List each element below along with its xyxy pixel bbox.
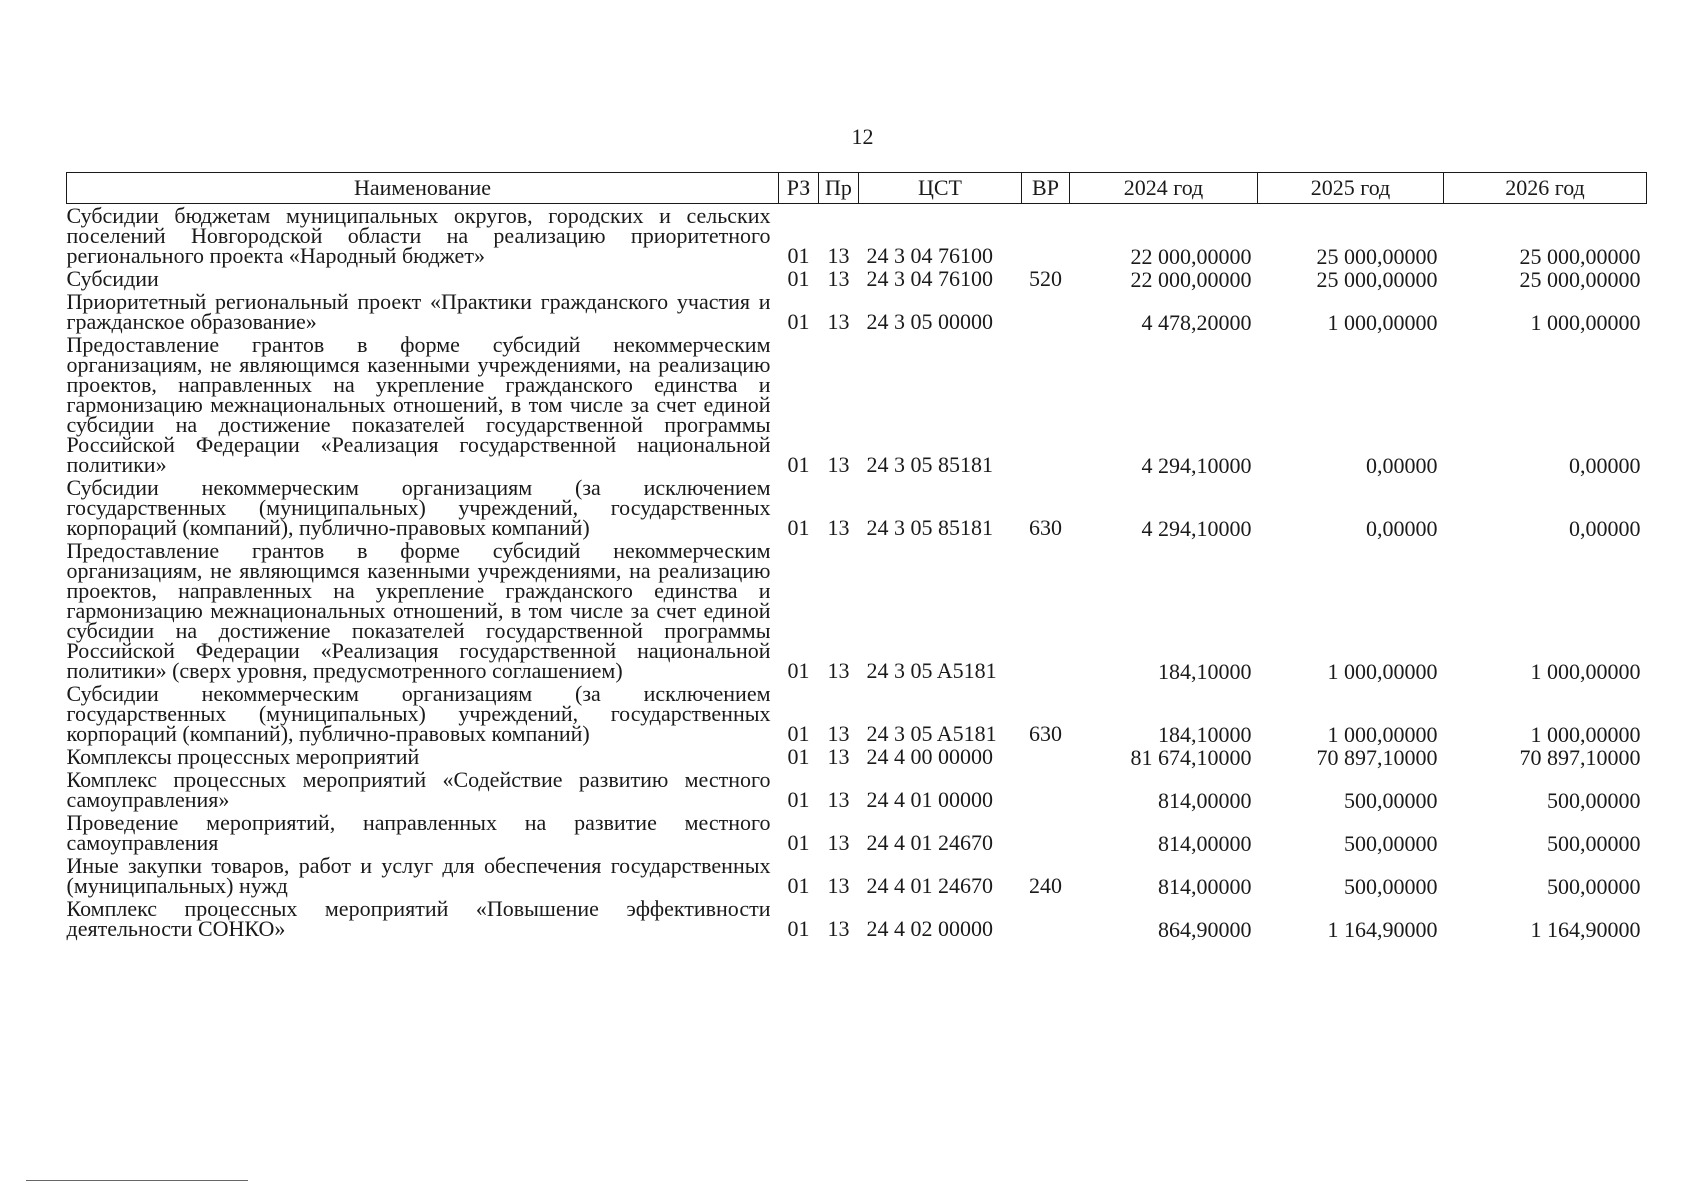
table-row (67, 267, 1647, 290)
cell-y2024: 814,00000 (1158, 788, 1252, 813)
cell-rz: 01 (787, 515, 810, 540)
header-pr: Пр (819, 173, 859, 204)
cell-pr: 13 (827, 830, 850, 855)
cell-pr: 13 (827, 309, 850, 334)
cell-name: Субсидии (66, 266, 159, 291)
cell-y2024: 184,10000 (1158, 722, 1252, 747)
cell-rz: 01 (787, 309, 810, 334)
cell-y2024: 4 294,10000 (1141, 516, 1252, 541)
table-row (67, 476, 1647, 539)
cell-y2024: 81 674,10000 (1130, 745, 1252, 770)
cell-y2024: 22 000,00000 (1130, 244, 1252, 269)
cell-vr: 630 (1029, 515, 1062, 540)
cell-y2026: 25 000,00000 (1519, 244, 1641, 269)
cell-name: Иные закупки товаров, работ и услуг для обеспечения государственных (муниципальных) нужд (66, 853, 771, 898)
cell-y2026: 500,00000 (1547, 831, 1641, 856)
cell-y2025: 25 000,00000 (1316, 267, 1438, 292)
cell-y2025: 1 000,00000 (1327, 659, 1438, 684)
cell-y2026: 0,00000 (1569, 453, 1641, 478)
header-2024: 2024 год (1070, 173, 1258, 204)
cell-rz: 01 (787, 266, 810, 291)
cell-y2025: 500,00000 (1344, 788, 1438, 813)
footer-divider (26, 1180, 248, 1181)
cell-pr: 13 (827, 266, 850, 291)
cell-y2026: 500,00000 (1547, 788, 1641, 813)
cell-cst: 24 4 00 00000 (866, 744, 993, 769)
cell-pr: 13 (827, 916, 850, 941)
cell-y2024: 814,00000 (1158, 831, 1252, 856)
header-rz: РЗ (779, 173, 819, 204)
cell-rz: 01 (787, 873, 810, 898)
cell-name: Предоставление грантов в форме субсидий некоммерческим организациям, не являющимся казенными учреждениями, на реализацию проектов, направленных на укрепление гражданского единства и гармонизацию межнациональных отношений, в том числе за счет единой субсидии на достижение показателей государственной программы Российской Федерации «Реализация государственной национальной политики» (сверх уровня, предусмотренного соглашением) (66, 538, 771, 683)
cell-pr: 13 (827, 787, 850, 812)
cell-y2025: 0,00000 (1366, 453, 1438, 478)
cell-cst: 24 4 01 24670 (866, 873, 993, 898)
cell-name: Предоставление грантов в форме субсидий некоммерческим организациям, не являющимся казенными учреждениями, на реализацию проектов, направленных на укрепление гражданского единства и гармонизацию межнациональных отношений, в том числе за счет единой субсидии на достижение показателей государственной программы Российской Федерации «Реализация государственной национальной политики» (66, 332, 771, 477)
header-cst: ЦСТ (859, 173, 1022, 204)
cell-name: Проведение мероприятий, направленных на развитие местного самоуправления (66, 810, 771, 855)
table-row (67, 745, 1647, 768)
table-row (67, 897, 1647, 940)
cell-cst: 24 3 05 00000 (866, 309, 993, 334)
cell-pr: 13 (827, 744, 850, 769)
cell-rz: 01 (787, 787, 810, 812)
cell-rz: 01 (787, 243, 810, 268)
cell-y2025: 1 000,00000 (1327, 310, 1438, 335)
cell-cst: 24 3 04 76100 (866, 243, 993, 268)
cell-vr (1022, 290, 1070, 333)
cell-pr: 13 (827, 515, 850, 540)
cell-cst: 24 3 05 A5181 (866, 658, 997, 683)
header-2026: 2026 год (1444, 173, 1647, 204)
page-number: 12 (851, 124, 874, 149)
table-row (67, 539, 1647, 682)
cell-y2025: 500,00000 (1344, 831, 1438, 856)
cell-name: Субсидии некоммерческим организациям (за исключением государственных (муниципальных) учреждений, государственных корпораций (компаний), публично-правовых компаний) (66, 475, 771, 540)
header-row (67, 173, 1647, 204)
cell-y2026: 500,00000 (1547, 874, 1641, 899)
cell-cst: 24 4 01 24670 (866, 830, 993, 855)
cell-pr: 13 (827, 721, 850, 746)
cell-y2026: 70 897,10000 (1519, 745, 1641, 770)
cell-rz: 01 (787, 916, 810, 941)
cell-rz: 01 (787, 658, 810, 683)
cell-pr: 13 (827, 658, 850, 683)
cell-name: Комплекс процессных мероприятий «Повышение эффективности деятельности СОНКО» (66, 896, 771, 941)
table-row (67, 204, 1647, 268)
cell-name: Субсидии некоммерческим организациям (за исключением государственных (муниципальных) учреждений, государственных корпораций (компаний), публично-правовых компаний) (66, 681, 771, 746)
cell-vr (1022, 768, 1070, 811)
cell-cst: 24 3 05 A5181 (866, 721, 997, 746)
cell-vr (1022, 204, 1070, 268)
cell-rz: 01 (787, 452, 810, 477)
cell-y2024: 814,00000 (1158, 874, 1252, 899)
cell-y2026: 1 164,90000 (1530, 917, 1641, 942)
cell-y2026: 1 000,00000 (1530, 659, 1641, 684)
cell-pr: 13 (827, 452, 850, 477)
cell-vr (1022, 333, 1070, 476)
table-row (67, 854, 1647, 897)
cell-y2024: 22 000,00000 (1130, 267, 1252, 292)
cell-cst: 24 3 05 85181 (866, 452, 993, 477)
cell-y2024: 864,90000 (1158, 917, 1252, 942)
cell-vr: 240 (1029, 873, 1062, 898)
cell-vr (1022, 897, 1070, 940)
table-row (67, 333, 1647, 476)
cell-y2025: 1 164,90000 (1327, 917, 1438, 942)
cell-y2026: 1 000,00000 (1530, 310, 1641, 335)
table-row (67, 290, 1647, 333)
cell-y2024: 4 294,10000 (1141, 453, 1252, 478)
cell-cst: 24 3 05 85181 (866, 515, 993, 540)
cell-y2025: 0,00000 (1366, 516, 1438, 541)
cell-name: Комплексы процессных мероприятий (66, 744, 420, 769)
header-2025: 2025 год (1258, 173, 1444, 204)
budget-table (66, 172, 1647, 940)
cell-vr: 520 (1029, 266, 1062, 291)
cell-y2025: 25 000,00000 (1316, 244, 1438, 269)
cell-name: Приоритетный региональный проект «Практики гражданского участия и гражданское образование» (66, 289, 771, 334)
table-body (67, 204, 1647, 941)
cell-name: Субсидии бюджетам муниципальных округов, городских и сельских поселений Новгородской области на реализацию приоритетного регионального проекта «Народный бюджет» (66, 203, 771, 268)
cell-name: Комплекс процессных мероприятий «Содействие развитию местного самоуправления» (66, 767, 771, 812)
cell-y2025: 500,00000 (1344, 874, 1438, 899)
cell-cst: 24 4 01 00000 (866, 787, 993, 812)
cell-y2025: 1 000,00000 (1327, 722, 1438, 747)
table-header (67, 173, 1647, 204)
cell-rz: 01 (787, 721, 810, 746)
cell-y2024: 4 478,20000 (1141, 310, 1252, 335)
cell-cst: 24 4 02 00000 (866, 916, 993, 941)
cell-y2024: 184,10000 (1158, 659, 1252, 684)
cell-vr (1022, 745, 1070, 768)
cell-pr: 13 (827, 873, 850, 898)
header-name: Наименование (67, 173, 779, 204)
table-row (67, 811, 1647, 854)
cell-y2026: 25 000,00000 (1519, 267, 1641, 292)
cell-vr (1022, 539, 1070, 682)
cell-y2026: 1 000,00000 (1530, 722, 1641, 747)
cell-y2026: 0,00000 (1569, 516, 1641, 541)
header-vr: ВР (1022, 173, 1070, 204)
cell-vr: 630 (1029, 721, 1062, 746)
cell-rz: 01 (787, 744, 810, 769)
table-row (67, 768, 1647, 811)
cell-pr: 13 (827, 243, 850, 268)
table-row (67, 682, 1647, 745)
cell-rz: 01 (787, 830, 810, 855)
cell-y2025: 70 897,10000 (1316, 745, 1438, 770)
cell-vr (1022, 811, 1070, 854)
cell-cst: 24 3 04 76100 (866, 266, 993, 291)
